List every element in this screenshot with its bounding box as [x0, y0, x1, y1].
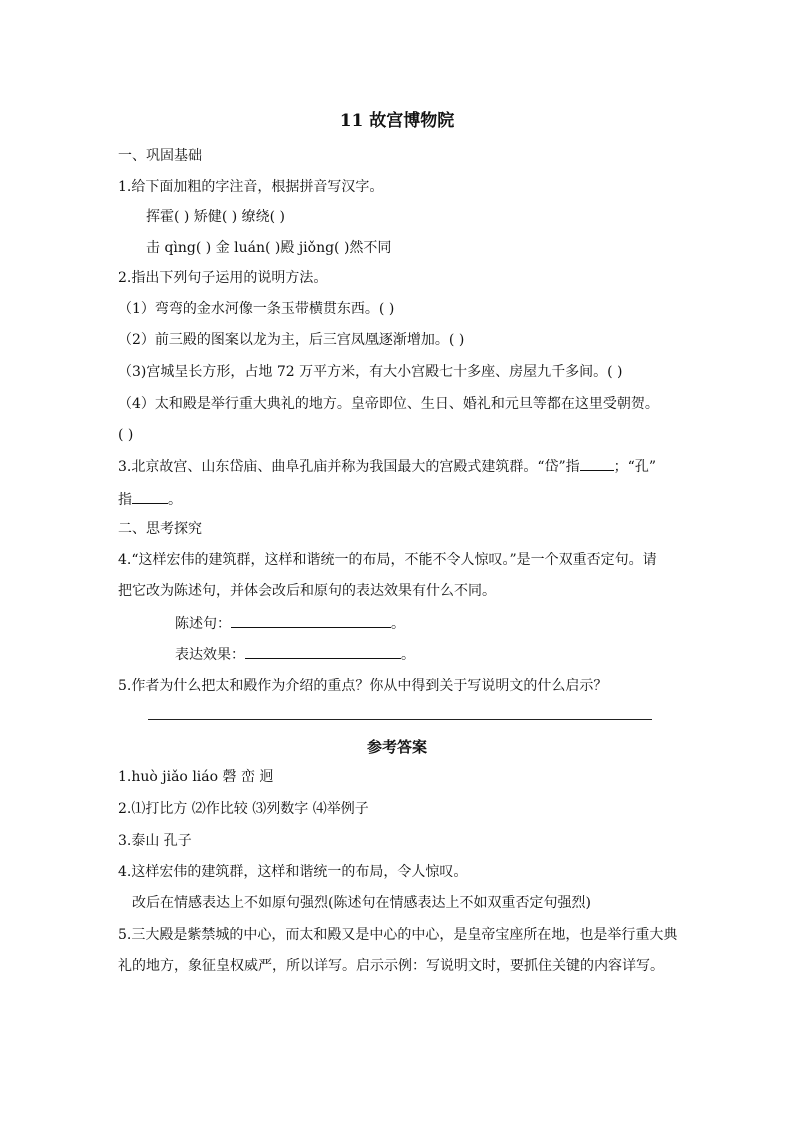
page-title: 11 故宫博物院 — [339, 111, 455, 131]
question-3-blank-1[interactable] — [580, 456, 614, 471]
question-2-item-4: （4）太和殿是举行重大典礼的地方。皇帝即位、生日、婚礼和元旦等都在这里受朝贺。 — [118, 396, 659, 412]
question-3-text-b: ；“孔” — [613, 459, 656, 475]
question-4-line-2: 把它改为陈述句，并体会改后和原句的表达效果有什么不同。 — [118, 583, 496, 599]
answer-1: 1.huò jiǎo liáo 磬 峦 迥 — [118, 769, 274, 785]
question-2-item-3: （3)宫城呈长方形，占地 72 万平方米，有大小宫殿七十多座、房屋九千多间。( ) — [118, 364, 623, 380]
question-3-text-c: 指 — [118, 492, 132, 508]
declarative-blank[interactable] — [231, 613, 391, 628]
question-4-line-1: 4.“这样宏伟的建筑群，这样和谐统一的布局，不能不令人惊叹。”是一个双重否定句。请 — [118, 552, 657, 568]
answer-5-line-1: 5.三大殿是紫禁城的中心，而太和殿又是中心的中心，是皇帝宝座所在地，也是举行重大典 — [118, 927, 678, 943]
section-heading-thinking: 二、思考探究 — [118, 521, 202, 537]
question-3-line-1 — [118, 456, 656, 477]
question-2-item-4-blank: ( ) — [118, 427, 134, 443]
question-3-text-d: 。 — [168, 492, 182, 508]
question-2-stem: 2.指出下列句子运用的说明方法。 — [118, 270, 328, 286]
section-heading-basics: 一、巩固基础 — [118, 148, 202, 164]
expression-effect-end: 。 — [401, 647, 415, 663]
question-1-row-2: 击 qìng( ) 金 luán( )殿 jiǒng( )然不同 — [146, 240, 392, 256]
declarative-sentence-row — [175, 613, 405, 634]
question-1-row-1: 挥霍( ) 矫健( ) 缭绕( ) — [146, 209, 286, 225]
expression-effect-label: 表达效果： — [175, 647, 245, 663]
expression-effect-row — [175, 644, 415, 665]
expression-effect-blank[interactable] — [245, 644, 401, 659]
answer-2: 2.⑴打比方 ⑵作比较 ⑶列数字 ⑷举例子 — [118, 801, 369, 817]
answer-4: 4.这样宏伟的建筑群，这样和谐统一的布局，令人惊叹。 — [118, 864, 468, 880]
question-3-text-a: 3.北京故宫、山东岱庙、曲阜孔庙并称为我国最大的宫殿式建筑群。“岱”指 — [118, 459, 580, 475]
question-3-line-2 — [118, 489, 182, 510]
question-3-blank-2[interactable] — [132, 489, 168, 504]
question-2-item-2: （2）前三殿的图案以龙为主，后三宫凤凰逐渐增加。( ) — [118, 332, 465, 348]
question-1-stem: 1.给下面加粗的字注音，根据拼音写汉字。 — [118, 179, 384, 195]
answer-3: 3.泰山 孔子 — [118, 833, 192, 849]
question-5-stem: 5.作者为什么把太和殿作为介绍的重点？你从中得到关于写说明文的什么启示？ — [118, 678, 608, 694]
answer-4-explanation: 改后在情感表达上不如原句强烈(陈述句在情感表达上不如双重否定句强烈) — [132, 895, 591, 911]
answer-key-title: 参考答案 — [366, 738, 427, 756]
declarative-label: 陈述句： — [175, 616, 231, 632]
question-2-item-1: （1）弯弯的金水河像一条玉带横贯东西。( ) — [118, 301, 395, 317]
answer-separator — [148, 719, 652, 720]
declarative-end: 。 — [391, 616, 405, 632]
answer-5-line-2: 礼的地方，象征皇权威严，所以详写。启示示例：写说明文时，要抓住关键的内容详写。 — [118, 958, 664, 974]
